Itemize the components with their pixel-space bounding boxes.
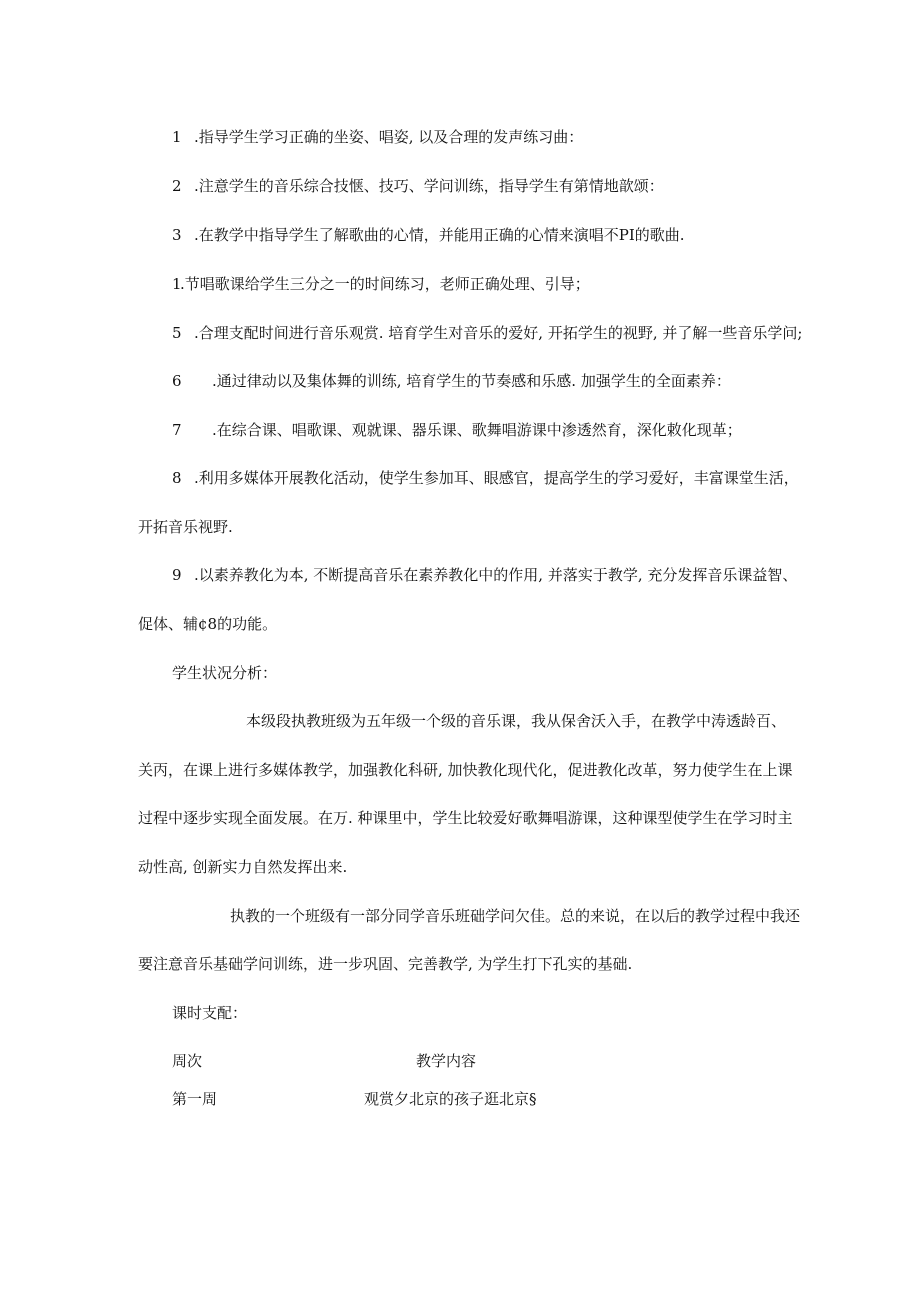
list-item-9: [172, 565, 797, 585]
item-number: 8: [172, 469, 182, 487]
list-item-1: [172, 127, 583, 147]
paragraph-1-line-1: 本级段执教班级为五年级一个级的音乐课，我从保舍沃入手，在教学中涛透龄百、: [246, 712, 787, 730]
item-text: .利用多媒体开展教化活动，使学生参加耳、眼感官，提高学生的学习爱好，丰富课堂生活，: [194, 469, 799, 487]
item-text: .以素养教化为本, 不断提高音乐在素养教化中的作用, 并落实于教学, 充分发挥音乐课益智、: [194, 566, 798, 584]
table-cell-week: 第一周: [172, 1090, 218, 1108]
item-number: 7: [172, 421, 182, 439]
list-item-2: [172, 176, 664, 196]
item-number: 1: [172, 275, 182, 293]
item-number: 1: [172, 128, 182, 146]
table-header-week: 周次: [172, 1052, 203, 1070]
item-text: .合理支配时间进行音乐观赏. 培育学生对音乐的爱好, 开拓学生的视野, 并了解一些音乐学问;: [194, 324, 803, 342]
item-number: 5: [172, 324, 182, 342]
item-text: .节唱歌课给学生三分之一的时间练习，老师正确处理、引导；: [180, 275, 590, 293]
item-text: .在教学中指导学生了解歌曲的心情，并能用正确的心情来演唱不PI的歌曲.: [194, 226, 685, 244]
list-item-7: [172, 420, 742, 440]
table-cell-content: 观赏夕北京的孩子逛北京§: [364, 1090, 537, 1108]
list-item-4: [172, 274, 590, 294]
paragraph-2-line-1: 执教的一个班级有一部分同学音乐班础学问欠佳。总的来说，在以后的教学过程中我还: [230, 907, 801, 925]
item-number: 2: [172, 177, 182, 195]
item-number: 6: [172, 372, 182, 390]
list-item-8-continuation: 开拓音乐视野.: [138, 518, 233, 536]
list-item-6: [172, 371, 731, 391]
list-item-9-continuation: 促体、辅¢8的功能。: [138, 615, 278, 633]
paragraph-1-line-3: 过程中逐步实现全面发展。在万. 种课里中，学生比较爱好歌舞唱游课，这种课型使学生在学习时主: [138, 809, 793, 827]
schedule-heading: 课时支配：: [172, 1004, 248, 1022]
list-item-5: [172, 323, 802, 343]
list-item-3: [172, 225, 685, 245]
item-number: 3: [172, 226, 182, 244]
table-header-content: 教学内容: [416, 1052, 477, 1070]
item-text: .在综合课、唱歌课、观就课、器乐课、歌舞唱游课中渗透然育，深化敕化现革；: [212, 421, 742, 439]
item-text: .指导学生学习正确的坐姿、唱姿, 以及合理的发声练习曲：: [194, 128, 584, 146]
student-analysis-heading: 学生状况分析：: [172, 664, 278, 682]
item-number: 9: [172, 566, 182, 584]
paragraph-1-line-2: 关丙，在课上进行多媒体教学，加强教化科研, 加快教化现代化，促进教化改革，努力使学生在上课: [138, 761, 793, 779]
paragraph-1-line-4: 动性高, 创新实力自然发挥出来.: [138, 858, 348, 876]
item-text: .通过律动以及集体舞的训练, 培育学生的节奏感和乐感. 加强学生的全面素养：: [212, 372, 731, 390]
item-text: .注意学生的音乐综合技惬、技巧、学问训练，指导学生有第情地歆颂：: [194, 177, 664, 195]
list-item-8: [172, 468, 799, 488]
paragraph-2-line-2: 要注意音乐基础学问训练，进一步巩固、完善教学, 为学生打下孔实的基础.: [138, 955, 633, 973]
